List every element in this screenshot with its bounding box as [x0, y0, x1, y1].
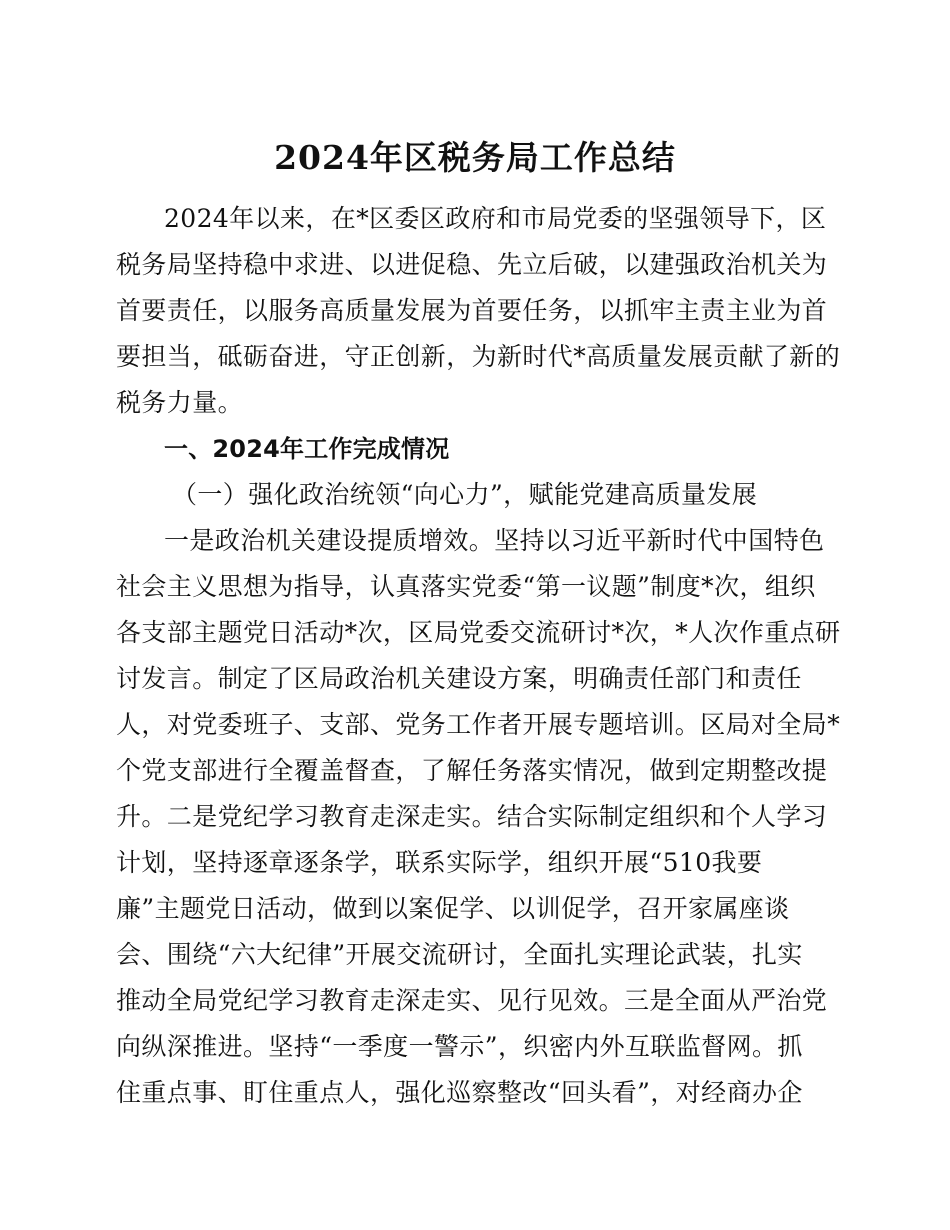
section-heading: 一、2024年工作完成情况	[164, 435, 450, 463]
document-title: 2024年区税务局工作总结	[274, 138, 676, 177]
paragraph-line: 个党支部进行全覆盖督查，了解任务落实情况，做到定期整改提	[116, 756, 828, 785]
paragraph-line: 要担当，砥砺奋进，守正创新，为新时代*高质量发展贡献了新的	[116, 342, 841, 371]
paragraph-line: 向纵深推进。坚持“一季度一警示”，织密内外互联监督网。抓	[116, 1032, 803, 1061]
paragraph-line: 讨发言。制定了区局政治机关建设方案，明确责任部门和责任	[116, 664, 802, 693]
paragraph-line: 廉”主题党日活动，做到以案促学、以训促学，召开家属座谈	[116, 894, 790, 923]
paragraph-line: 税务局坚持稳中求进、以进促稳、先立后破，以建强政治机关为	[116, 250, 828, 279]
paragraph-line: 人，对党委班子、支部、党务工作者开展专题培训。区局对全局*	[116, 710, 841, 739]
paragraph-line: 社会主义思想为指导，认真落实党委“第一议题”制度*次，组织	[116, 572, 816, 601]
paragraph-line: 各支部主题党日活动*次，区局党委交流研讨*次，*人次作重点研	[116, 618, 841, 647]
paragraph-line: 推动全局党纪学习教育走深走实、见行见效。三是全面从严治党	[116, 986, 828, 1015]
paragraph-line: 计划，坚持逐章逐条学，联系实际学，组织开展“510我要	[116, 848, 763, 877]
paragraph-line: 税务力量。	[116, 388, 244, 417]
paragraph-line: 会、围绕“六大纪律”开展交流研讨，全面扎实理论武装，扎实	[116, 940, 803, 969]
document-body	[116, 196, 841, 1116]
paragraph-line: 首要责任，以服务高质量发展为首要任务，以抓牢主责主业为首	[116, 296, 828, 325]
paragraph-line: 2024年以来，在*区委区政府和市局党委的坚强领导下，区	[164, 204, 827, 233]
paragraph-line: 住重点事、盯住重点人，强化巡察整改“回头看”，对经商办企	[116, 1078, 803, 1107]
paragraph-line: 升。二是党纪学习教育走深走实。结合实际制定组织和个人学习	[116, 802, 828, 831]
subsection-heading: （一）强化政治统领“向心力”，赋能党建高质量发展	[172, 480, 758, 509]
paragraph-line: 一是政治机关建设提质增效。坚持以习近平新时代中国特色	[164, 526, 825, 555]
